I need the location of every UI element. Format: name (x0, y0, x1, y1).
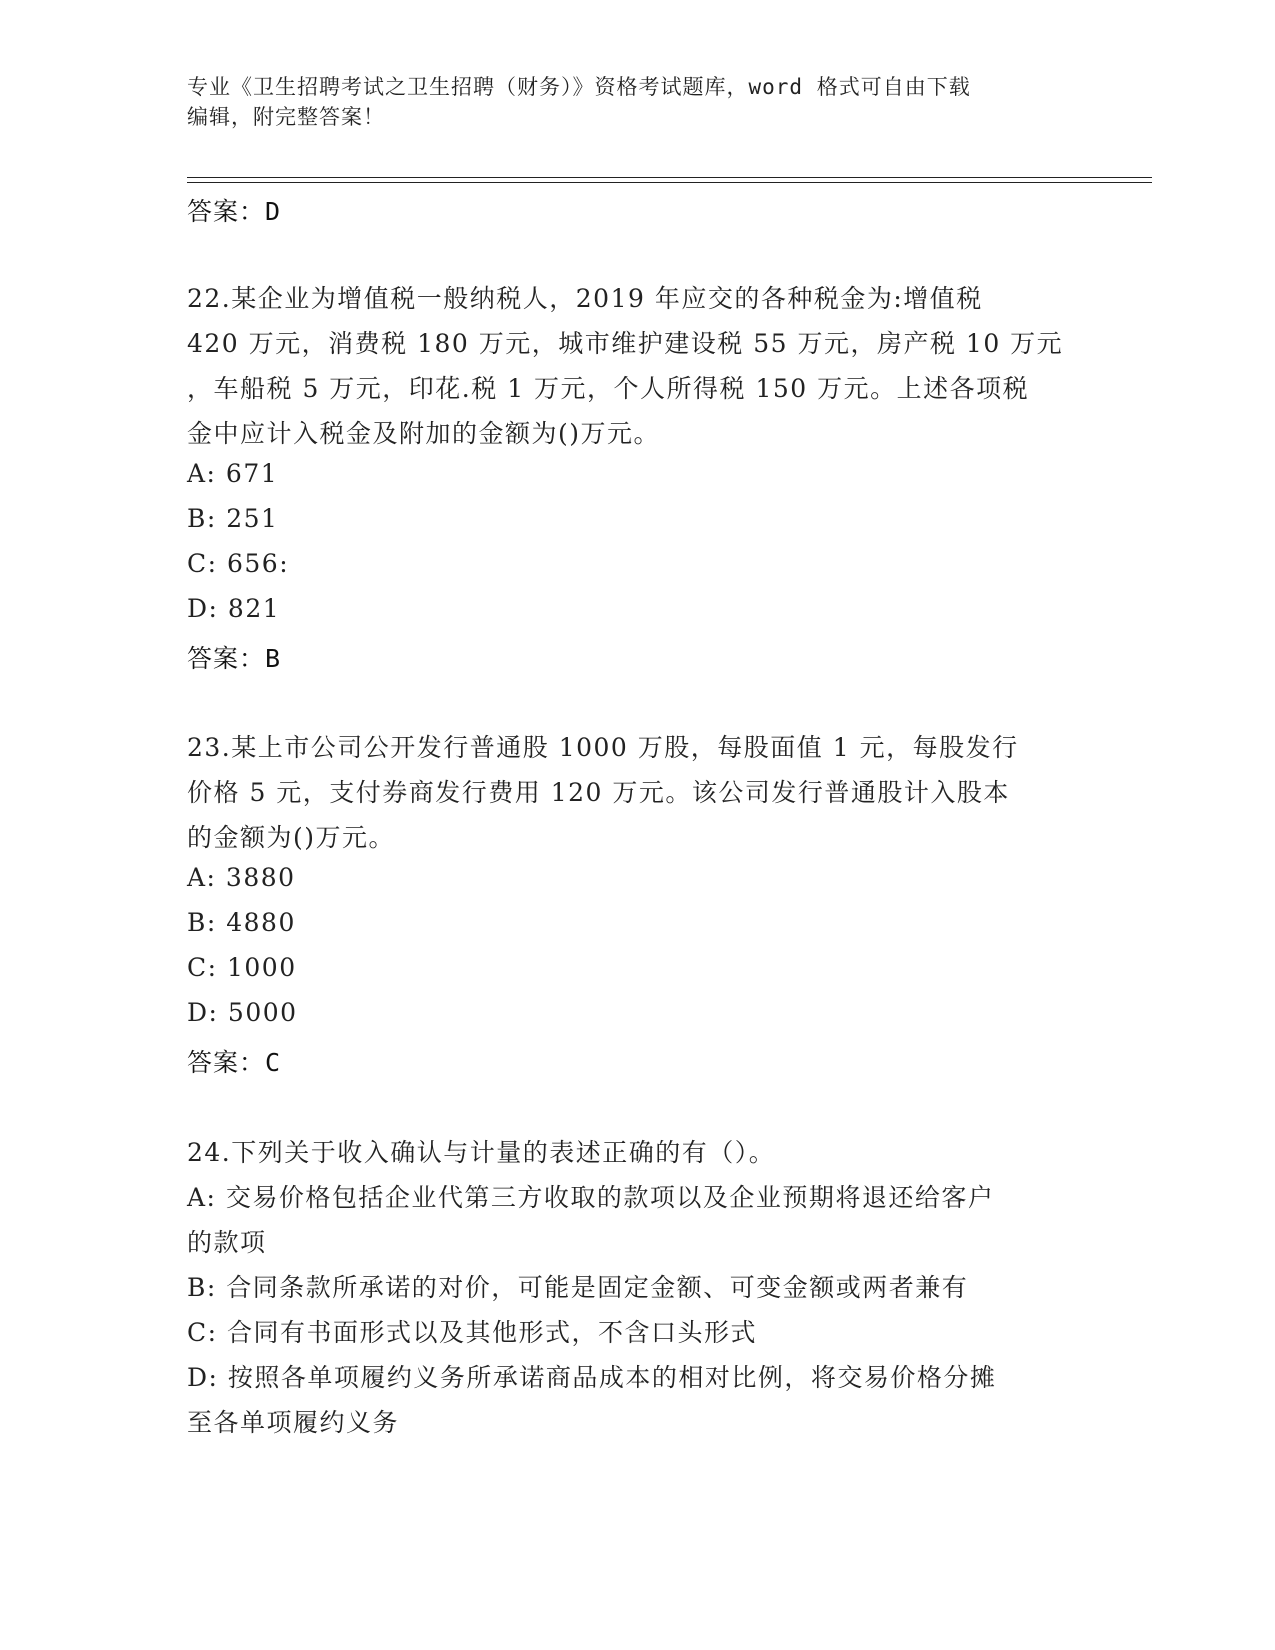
header-divider-bottom (187, 182, 1152, 183)
question-stem-line: 价格 5 元，支付券商发行费用 120 万元。该公司发行普通股计入股本 (187, 778, 1010, 807)
option-a: A: 671 (187, 459, 279, 488)
option-d: D: 按照各单项履约义务所承诺商品成本的相对比例，将交易价格分摊 (187, 1363, 997, 1392)
question-stem-line: 24.下列关于收入确认与计量的表述正确的有（）。 (187, 1138, 776, 1167)
answer-label: 答案：B (187, 644, 282, 673)
option-b: B: 4880 (187, 908, 296, 937)
option-a: A: 3880 (187, 863, 296, 892)
option-c: C: 合同有书面形式以及其他形式，不含口头形式 (187, 1318, 757, 1347)
question-stem-line: 23.某上市公司公开发行普通股 1000 万股，每股面值 1 元，每股发行 (187, 733, 1019, 762)
option-c: C: 656: (187, 549, 290, 578)
option-b: B: 合同条款所承诺的对价，可能是固定金额、可变金额或两者兼有 (187, 1273, 969, 1302)
answer-previous: 答案：D (187, 197, 282, 226)
question-stem-line: 的金额为()万元。 (187, 823, 396, 852)
option-a-continued: 的款项 (187, 1228, 267, 1257)
header-line-2: 编辑，附完整答案！ (187, 105, 385, 129)
document-header (187, 72, 1087, 132)
question-stem-line: 22.某企业为增值税一般纳税人，2019 年应交的各种税金为:增值税 (187, 284, 983, 313)
question-stem-line: 420 万元，消费税 180 万元，城市维护建设税 55 万元，房产税 10 万元 (187, 329, 1064, 358)
option-c: C: 1000 (187, 953, 297, 982)
option-d: D: 5000 (187, 998, 298, 1027)
question-stem-line: 金中应计入税金及附加的金额为()万元。 (187, 419, 661, 448)
option-a: A: 交易价格包括企业代第三方收取的款项以及企业预期将退还给客户 (187, 1183, 995, 1212)
option-d: D: 821 (187, 594, 281, 623)
question-stem-line: ，车船税 5 万元，印花.税 1 万元，个人所得税 150 万元。上述各项税 (187, 374, 1030, 403)
answer-label: 答案：C (187, 1048, 282, 1077)
header-line-1: 专业《卫生招聘考试之卫生招聘（财务）》资格考试题库，word 格式可自由下载 (187, 75, 971, 99)
option-b: B: 251 (187, 504, 279, 533)
header-divider-top (187, 177, 1152, 178)
option-d-continued: 至各单项履约义务 (187, 1408, 400, 1437)
